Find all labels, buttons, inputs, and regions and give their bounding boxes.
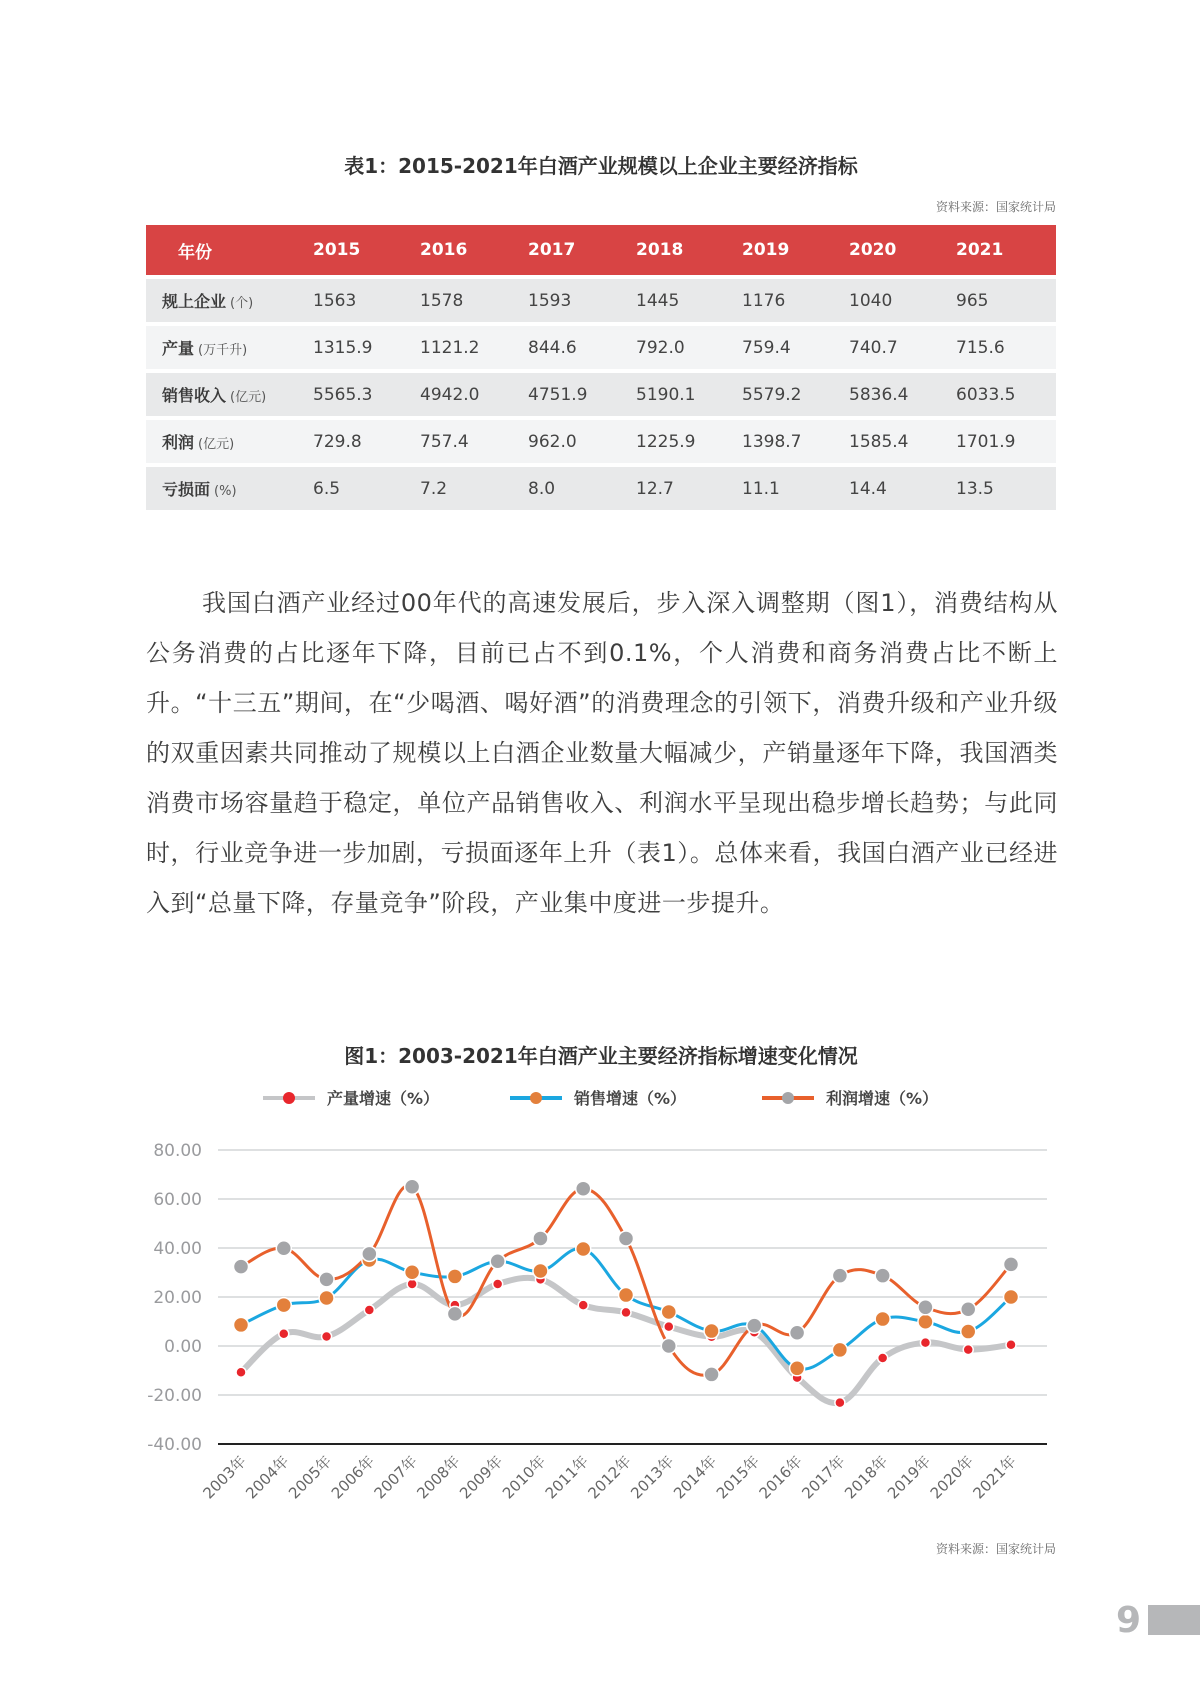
x-tick-label: 2004年: [242, 1452, 293, 1503]
sales-growth-marker: [832, 1342, 847, 1357]
x-tick-label: 2019年: [883, 1452, 935, 1503]
profit-growth-marker: [276, 1241, 291, 1256]
production-growth-marker: [236, 1367, 246, 1377]
page-number: 9: [1116, 1600, 1142, 1641]
production-growth-marker: [621, 1307, 631, 1317]
profit-growth-marker: [747, 1318, 762, 1333]
sales-growth-marker: [447, 1269, 462, 1284]
row-unit: (%): [214, 484, 237, 499]
x-tick-label: 2009年: [456, 1452, 507, 1503]
table-cell: 792.0: [636, 337, 685, 358]
row-unit: (万千升): [198, 343, 248, 358]
production-growth-marker: [664, 1322, 674, 1332]
table-cell: 5190.1: [636, 384, 696, 405]
legend-swatch-production: [263, 1088, 315, 1108]
profit-growth-marker: [875, 1268, 890, 1283]
x-tick-label: 2008年: [413, 1452, 464, 1503]
table-cell: 1445: [636, 290, 680, 311]
production-growth-marker: [1006, 1340, 1016, 1350]
header-cell: 2019: [742, 240, 790, 260]
x-tick-label: 2018年: [841, 1452, 892, 1503]
header-cell: 2020: [849, 240, 897, 260]
profit-growth-marker: [447, 1306, 462, 1321]
x-tick-label: 2006年: [327, 1452, 379, 1503]
production-growth-marker: [279, 1329, 289, 1339]
body-paragraph: 我国白酒产业经过00年代的高速发展后，步入深入调整期（图1），消费结构从公务消费的占比逐年下降，目前已占不到0.1%，个人消费和商务消费占比不断上升。“十三五”期间，在“少喝酒、喝好酒”的消费理念的引领下，消费升级和产业升级的双重因素共同推动了规模以上白酒企业数量大幅减少，产销量逐年下降，我国酒类消费市场容量趋于稳定，单位产品销售收入、利润水平呈现出稳步增长趋势；与此同时，行业竞争进一步加剧，亏损面逐年上升（表1）。总体来看，我国白酒产业已经进入到“总量下降，存量竞争”阶段，产业集中度进一步提升。: [146, 589, 1058, 917]
x-tick-label: 2005年: [285, 1452, 336, 1503]
x-tick-label: 2015年: [712, 1452, 764, 1503]
table-cell: 4942.0: [420, 384, 480, 405]
production-growth-marker: [322, 1331, 332, 1341]
sales-growth-marker: [918, 1314, 933, 1329]
sales-growth-marker: [576, 1241, 591, 1256]
x-tick-label: 2021年: [969, 1452, 1020, 1503]
growth-line-chart: [0, 1130, 1200, 1530]
table-row: [146, 373, 1056, 416]
x-tick-label: 2020年: [926, 1452, 978, 1503]
legend-item-sales: [510, 1086, 686, 1109]
sales-growth-marker: [276, 1298, 291, 1313]
profit-growth-marker: [918, 1300, 933, 1315]
y-tick-label: 60.00: [153, 1190, 202, 1210]
table-cell: 1398.7: [742, 431, 802, 452]
table-cell: 1176: [742, 290, 786, 311]
row-label: 利润: [162, 433, 195, 452]
profit-growth-marker: [961, 1302, 976, 1317]
x-tick-label: 2013年: [627, 1452, 678, 1503]
sales-growth-marker: [704, 1324, 719, 1339]
row-header: [162, 430, 234, 453]
table-cell: 4751.9: [528, 384, 588, 405]
production-growth-marker: [364, 1305, 374, 1315]
table-cell: 6033.5: [956, 384, 1016, 405]
profit-growth-marker: [1004, 1257, 1019, 1272]
table-cell: 14.4: [849, 478, 887, 499]
legend-item-profit: [762, 1086, 938, 1109]
profit-growth-marker: [533, 1231, 548, 1246]
table-cell: 6.5: [313, 478, 341, 499]
row-header: [162, 477, 237, 500]
table-title: 表1：2015-2021年白酒产业规模以上企业主要经济指标: [344, 154, 858, 178]
table-cell: 715.6: [956, 337, 1005, 358]
page-number-bar: [1148, 1605, 1200, 1635]
row-label: 产量: [162, 339, 195, 358]
x-tick-label: 2017年: [798, 1452, 849, 1503]
y-tick-label: -20.00: [147, 1386, 202, 1406]
table-cell: 1225.9: [636, 431, 696, 452]
table-cell: 1701.9: [956, 431, 1016, 452]
profit-growth-marker: [661, 1339, 676, 1354]
chart-source: 资料来源：国家统计局: [935, 1542, 1056, 1556]
legend-label: 产量增速（%）: [327, 1089, 440, 1108]
chart-legend: [0, 1086, 1200, 1110]
x-tick-label: 2003年: [199, 1452, 250, 1503]
x-tick-label: 2010年: [498, 1452, 550, 1503]
table-cell: 8.0: [528, 478, 556, 499]
table-cell: 1585.4: [849, 431, 909, 452]
table-cell: 1563: [313, 290, 357, 311]
sales-growth-marker: [533, 1264, 548, 1279]
legend-label: 销售增速（%）: [574, 1089, 687, 1108]
row-header: [162, 383, 266, 406]
table-cell: 740.7: [849, 337, 898, 358]
profit-growth-marker: [704, 1367, 719, 1382]
sales-growth-marker: [234, 1317, 249, 1332]
economic-indicators-table: [146, 225, 1056, 510]
profit-growth-marker: [319, 1272, 334, 1287]
table-cell: 12.7: [636, 478, 674, 499]
header-cell: 年份: [178, 242, 212, 263]
profit-growth-marker: [362, 1246, 377, 1261]
sales-growth-marker: [405, 1265, 420, 1280]
y-tick-label: 0.00: [164, 1337, 202, 1357]
table-body: [146, 279, 1056, 510]
row-header: [162, 336, 247, 359]
chart-title: 图1：2003-2021年白酒产业主要经济指标增速变化情况: [344, 1044, 858, 1068]
profit-growth-marker: [490, 1254, 505, 1269]
row-label: 销售收入: [162, 386, 227, 405]
header-cell: 2021: [956, 240, 1004, 260]
table-row: [146, 420, 1056, 463]
table-row: [146, 467, 1056, 510]
table-cell: 1593: [528, 290, 572, 311]
table-cell: 729.8: [313, 431, 362, 452]
production-growth-marker: [878, 1353, 888, 1363]
table-cell: 1578: [420, 290, 464, 311]
header-cell: 2015: [313, 240, 361, 260]
row-unit: (亿元): [198, 437, 235, 452]
table-cell: 13.5: [956, 478, 994, 499]
x-tick-label: 2007年: [370, 1452, 421, 1503]
table-cell: 1040: [849, 290, 893, 311]
legend-label: 利润增速（%）: [826, 1089, 939, 1108]
row-header: [162, 289, 253, 312]
production-growth-marker: [407, 1279, 417, 1289]
sales-growth-marker: [319, 1290, 334, 1305]
table-cell: 5836.4: [849, 384, 909, 405]
y-tick-label: 40.00: [153, 1239, 202, 1259]
table-cell: 1315.9: [313, 337, 373, 358]
y-tick-label: 80.00: [153, 1141, 202, 1161]
production-growth-marker: [963, 1345, 973, 1355]
profit-growth-marker: [405, 1179, 420, 1194]
sales-growth-marker: [790, 1361, 805, 1376]
table-header-row: [146, 225, 1056, 275]
production-growth-marker: [835, 1398, 845, 1408]
profit-growth-line: [241, 1185, 1011, 1375]
legend-swatch-profit: [762, 1088, 814, 1108]
legend-swatch-sales: [510, 1088, 562, 1108]
table-cell: 11.1: [742, 478, 780, 499]
table-cell: 965: [956, 290, 989, 311]
profit-growth-marker: [234, 1259, 249, 1274]
x-tick-label: 2016年: [755, 1452, 806, 1503]
table-row: [146, 279, 1056, 322]
sales-growth-marker: [619, 1288, 634, 1303]
table-cell: 5579.2: [742, 384, 802, 405]
y-tick-label: -40.00: [147, 1435, 202, 1455]
header-cell: 2018: [636, 240, 684, 260]
x-tick-label: 2012年: [584, 1452, 635, 1503]
production-growth-marker: [493, 1279, 503, 1289]
table-cell: 962.0: [528, 431, 577, 452]
profit-growth-marker: [619, 1231, 634, 1246]
table-cell: 7.2: [420, 478, 448, 499]
x-tick-label: 2014年: [670, 1452, 721, 1503]
table-row: [146, 326, 1056, 369]
table-cell: 757.4: [420, 431, 469, 452]
table-cell: 1121.2: [420, 337, 480, 358]
header-cell: 2016: [420, 240, 468, 260]
row-label: 亏损面: [162, 480, 211, 499]
profit-growth-marker: [576, 1181, 591, 1196]
row-unit: (个): [230, 296, 254, 311]
x-tick-label: 2011年: [541, 1452, 593, 1503]
sales-growth-marker: [661, 1304, 676, 1319]
table-cell: 5565.3: [313, 384, 373, 405]
header-cell: 2017: [528, 240, 576, 260]
sales-growth-marker: [961, 1324, 976, 1339]
sales-growth-marker: [875, 1312, 890, 1327]
table-cell: 759.4: [742, 337, 791, 358]
sales-growth-marker: [1004, 1290, 1019, 1305]
table-cell: 844.6: [528, 337, 577, 358]
production-growth-marker: [578, 1300, 588, 1310]
y-tick-label: 20.00: [153, 1288, 202, 1308]
profit-growth-marker: [790, 1325, 805, 1340]
row-unit: (亿元): [230, 390, 267, 405]
table-source: 资料来源：国家统计局: [935, 200, 1056, 214]
production-growth-marker: [920, 1338, 930, 1348]
row-label: 规上企业: [162, 292, 227, 311]
legend-item-production: [263, 1086, 439, 1109]
profit-growth-marker: [832, 1268, 847, 1283]
